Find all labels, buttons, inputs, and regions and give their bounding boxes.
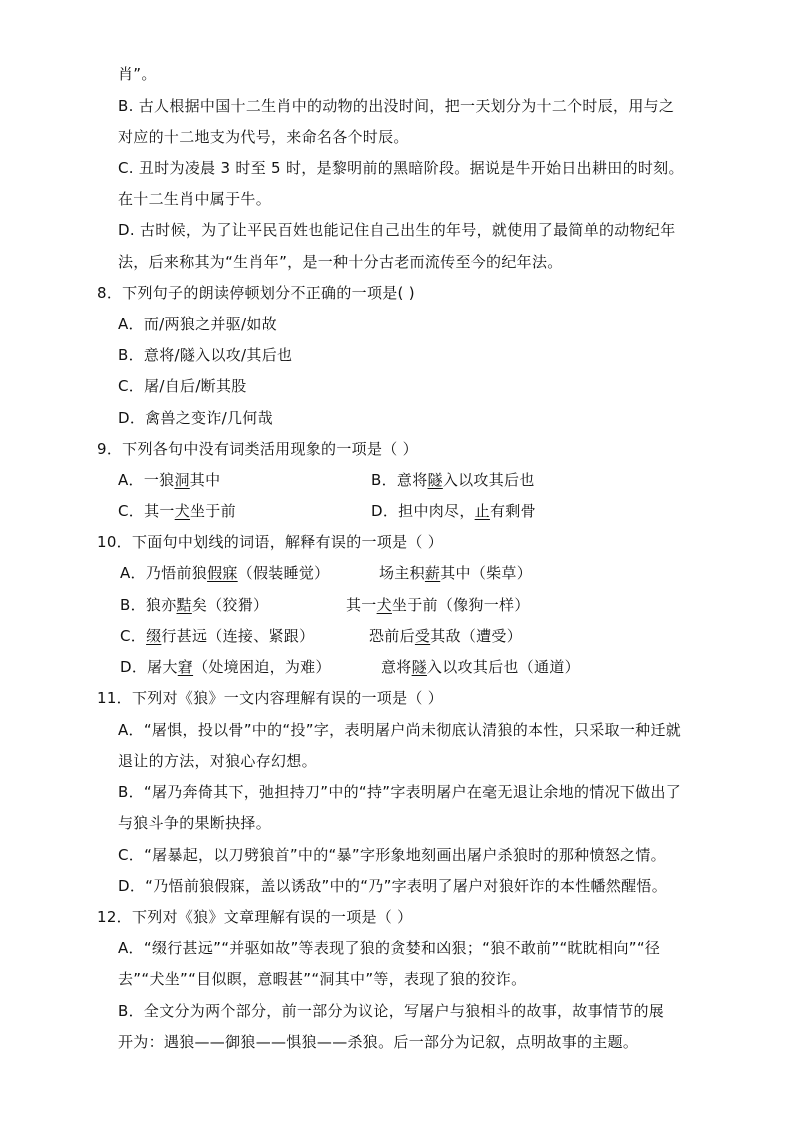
question-10-option-b-right: 其一犬坐于前（像狗一样）	[346, 596, 530, 614]
question-8-option-c: C．屠/自后/断其股	[118, 377, 247, 395]
option-d-line: D. 古时候，为了让平民百姓也能记住自己出生的年号，就使用了最简单的动物纪年	[118, 221, 676, 239]
question-10-option-d-left: D．屠大窘（处境困迫，为难）	[120, 658, 331, 676]
question-8-option-d: D．禽兽之变诈/几何哉	[118, 409, 273, 427]
question-12-option-a-cont: 去”“犬坐”“目似瞑，意暇甚”“洞其中”等，表现了狼的狡诈。	[118, 970, 527, 988]
question-11-option-b-cont: 与狼斗争的果断抉择。	[118, 814, 272, 832]
question-11-stem: 11．下列对《狼》一文内容理解有误的一项是（ ）	[97, 689, 444, 707]
question-10-option-a-right: 场主积薪其中（柴草）	[379, 564, 533, 582]
text-line: 法，后来称其为“生肖年”，是一种十分古老而流传至今的纪年法。	[118, 253, 563, 271]
question-12-stem: 12．下列对《狼》文章理解有误的一项是（ ）	[97, 908, 413, 926]
question-8-option-b: B．意将/隧入以攻/其后也	[118, 346, 293, 364]
question-9-option-c: C．其一犬坐于前	[118, 502, 236, 520]
question-12-option-b: B．全文分为两个部分，前一部分为议论，写屠户与狼相斗的故事，故事情节的展	[118, 1002, 665, 1020]
text-line: 对应的十二地支为代号，来命名各个时辰。	[118, 128, 409, 146]
question-11-option-a: A．“屠惧，投以骨”中的“投”字，表明屠户尚未彻底认清狼的本性，只采取一种迁就	[118, 721, 682, 739]
question-10-option-b-left: B．狼亦黠矣（狡猾）	[120, 596, 269, 614]
question-9-option-b: B．意将隧入以攻其后也	[371, 471, 535, 489]
question-11-option-a-cont: 退让的方法，对狼心存幻想。	[118, 752, 317, 770]
question-8-stem: 8．下列句子的朗读停顿划分不正确的一项是( )	[97, 284, 415, 302]
text-line: 肖”。	[118, 65, 157, 83]
question-10-option-c-left: C．缀行甚远（连接、紧跟）	[120, 627, 315, 645]
question-10-option-a-left: A．乃悟前狼假寐（假装睡觉）	[120, 564, 330, 582]
question-9-option-d: D．担中肉尽，止有剩骨	[371, 502, 536, 520]
question-11-option-b: B．“屠乃奔倚其下，弛担持刀”中的“持”字表明屠户在毫无退让余地的情况下做出了	[118, 783, 682, 801]
question-9-stem: 9．下列各句中没有词类活用现象的一项是（ ）	[97, 440, 418, 458]
option-c-line: C. 丑时为凌晨 3 时至 5 时，是黎明前的黑暗阶段。据说是牛开始日出耕田的时刻。	[118, 159, 684, 177]
question-10-stem: 10．下面句中划线的词语，解释有误的一项是（ ）	[97, 533, 444, 551]
question-11-option-d: D．“乃悟前狼假寐，盖以诱敌”中的“乃”字表明了屠户对狼奸诈的本性幡然醒悟。	[118, 877, 668, 895]
question-10-option-c-right: 恐前后受其敌（遭受）	[369, 627, 523, 645]
question-12-option-b-cont: 开为：遇狼——御狼——惧狼——杀狼。后一部分为记叙，点明故事的主题。	[118, 1033, 639, 1051]
text-line: 在十二生肖中属于牛。	[118, 190, 272, 208]
question-12-option-a: A．“缀行甚远”“并驱如故”等表现了狼的贪婪和凶狠；“狼不敢前”“眈眈相向”“径	[118, 939, 661, 957]
option-b-line: B. 古人根据中国十二生肖中的动物的出没时间，把一天划分为十二个时辰，用与之	[118, 97, 675, 115]
question-11-option-c: C．“屠暴起，以刀劈狼首”中的“暴”字形象地刻画出屠户杀狼时的那种愤怒之情。	[118, 846, 666, 864]
question-9-option-a: A．一狼洞其中	[118, 471, 221, 489]
question-8-option-a: A．而/两狼之并驱/如故	[118, 315, 277, 333]
question-10-option-d-right: 意将隧入以攻其后也（通道）	[381, 658, 580, 676]
